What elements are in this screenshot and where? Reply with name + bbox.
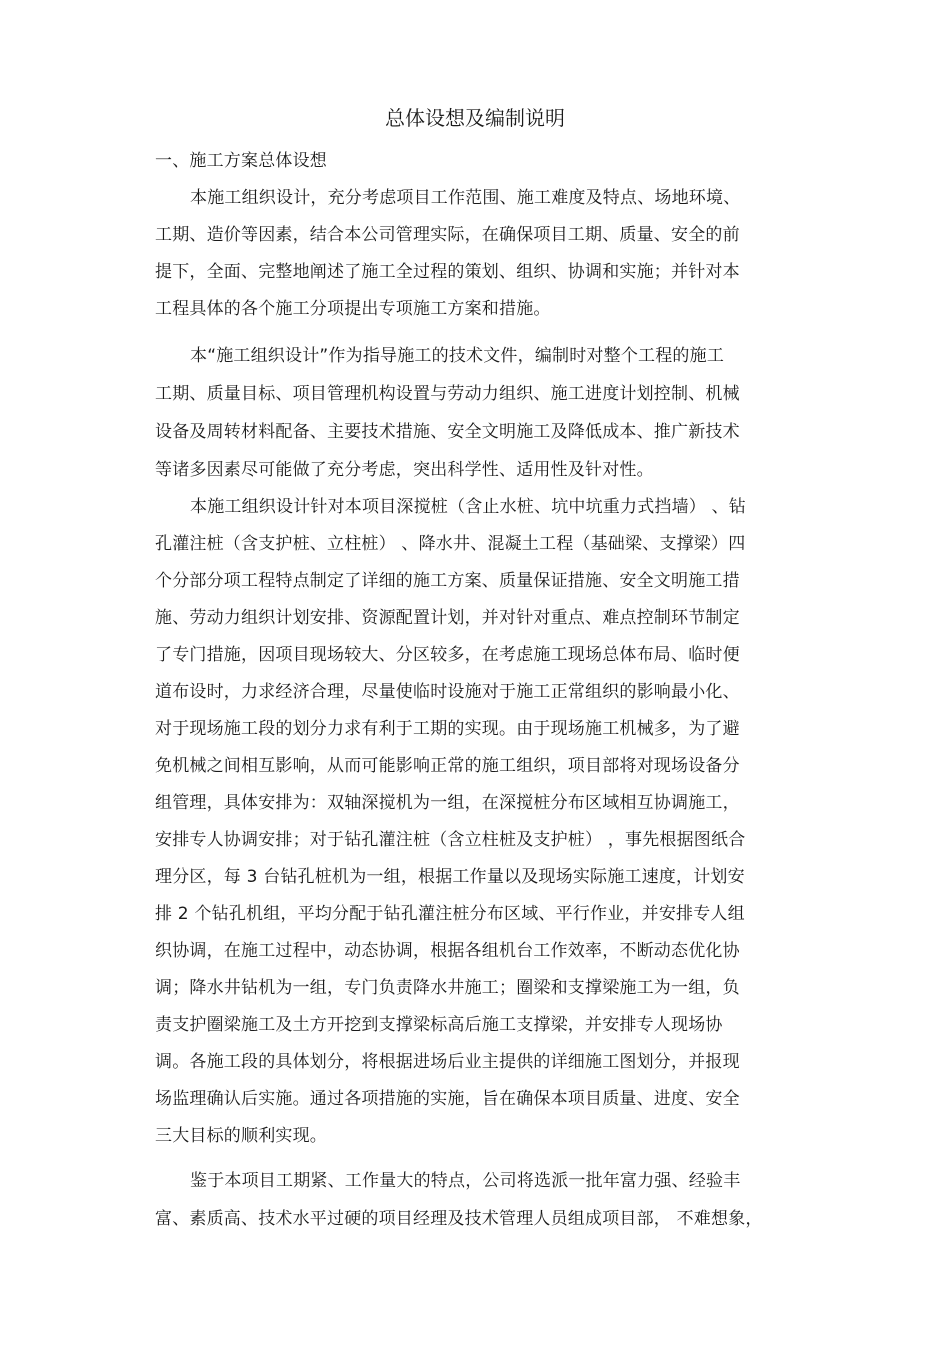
paragraph-1-line-1: 本施工组织设计，充分考虑项目工作范围、施工难度及特点、场地环境、: [190, 188, 741, 208]
paragraph-3-line-5: 了专门措施，因项目现场较大、分区较多，在考虑施工现场总体布局、临时便: [155, 645, 740, 665]
paragraph-3-line-14: 调；降水井钻机为一组，专门负责降水井施工；圈梁和支撑梁施工为一组，负: [155, 978, 740, 998]
document-title: 总体设想及编制说明: [385, 106, 565, 130]
paragraph-2-line-1: 本“施工组织设计”作为指导施工的技术文件，编制时对整个工程的施工: [190, 346, 725, 366]
paragraph-3-line-8: 免机械之间相互影响，从而可能影响正常的施工组织，项目部将对现场设备分: [155, 756, 740, 776]
section-heading: 一、施工方案总体设想: [155, 151, 327, 171]
paragraph-3-line-9: 组管理，具体安排为：双轴深搅机为一组，在深搅桩分布区域相互协调施工，: [155, 793, 740, 813]
paragraph-3-line-6: 道布设时，力求经济合理，尽量使临时设施对于施工正常组织的影响最小化、: [155, 682, 740, 702]
paragraph-3-line-1: 本施工组织设计针对本项目深搅桩（含止水桩、坑中坑重力式挡墙） 、钻: [190, 497, 747, 517]
paragraph-1-line-4: 工程具体的各个施工分项提出专项施工方案和措施。: [155, 299, 551, 319]
paragraph-3-line-12: 排 2 个钻孔机组，平均分配于钻孔灌注桩分布区域、平行作业，并安排专人组: [155, 904, 745, 924]
paragraph-3-line-7: 对于现场施工段的划分力求有利于工期的实现。由于现场施工机械多，为了避: [155, 719, 740, 739]
paragraph-3-line-13: 织协调，在施工过程中，动态协调，根据各组机台工作效率，不断动态优化协: [155, 941, 740, 961]
paragraph-3-line-3: 个分部分项工程特点制定了详细的施工方案、质量保证措施、安全文明施工措: [155, 571, 740, 591]
paragraph-3-line-10: 安排专人协调安排；对于钻孔灌注桩（含立柱桩及支护桩） ，事先根据图纸合: [155, 830, 746, 850]
paragraph-2-line-3: 设备及周转材料配备、主要技术措施、安全文明施工及降低成本、推广新技术: [155, 422, 740, 442]
paragraph-4-line-1: 鉴于本项目工期紧、工作量大的特点，公司将选派一批年富力强、经验丰: [190, 1171, 741, 1191]
paragraph-3-line-15: 责支护圈梁施工及土方开挖到支撑梁标高后施工支撑梁，并安排专人现场协: [155, 1015, 723, 1035]
paragraph-3-line-17: 场监理确认后实施。通过各项措施的实施，旨在确保本项目质量、进度、安全: [155, 1089, 740, 1109]
paragraph-1-line-3: 提下，全面、完整地阐述了施工全过程的策划、组织、协调和实施；并针对本: [155, 262, 740, 282]
paragraph-3-line-18: 三大目标的顺利实现。: [155, 1126, 327, 1146]
paragraph-3-line-4: 施、劳动力组织计划安排、资源配置计划，并对针对重点、难点控制环节制定: [155, 608, 740, 628]
paragraph-2-line-2: 工期、质量目标、项目管理机构设置与劳动力组织、施工进度计划控制、机械: [155, 384, 740, 404]
paragraph-3-line-16: 调。各施工段的具体划分，将根据进场后业主提供的详细施工图划分，并报现: [155, 1052, 740, 1072]
paragraph-2-line-4: 等诸多因素尽可能做了充分考虑，突出科学性、适用性及针对性。: [155, 460, 654, 480]
paragraph-4-line-2: 富、素质高、技术水平过硬的项目经理及技术管理人员组成项目部， 不难想象，: [155, 1209, 763, 1229]
paragraph-3-line-2: 孔灌注桩（含支护桩、立柱桩） 、降水井、混凝土工程（基础梁、支撑梁）四: [155, 534, 746, 554]
paragraph-1-line-2: 工期、造价等因素，结合本公司管理实际，在确保项目工期、质量、安全的前: [155, 225, 740, 245]
paragraph-3-line-11: 理分区，每 3 台钻孔桩机为一组，根据工作量以及现场实际施工速度，计划安: [155, 867, 745, 887]
